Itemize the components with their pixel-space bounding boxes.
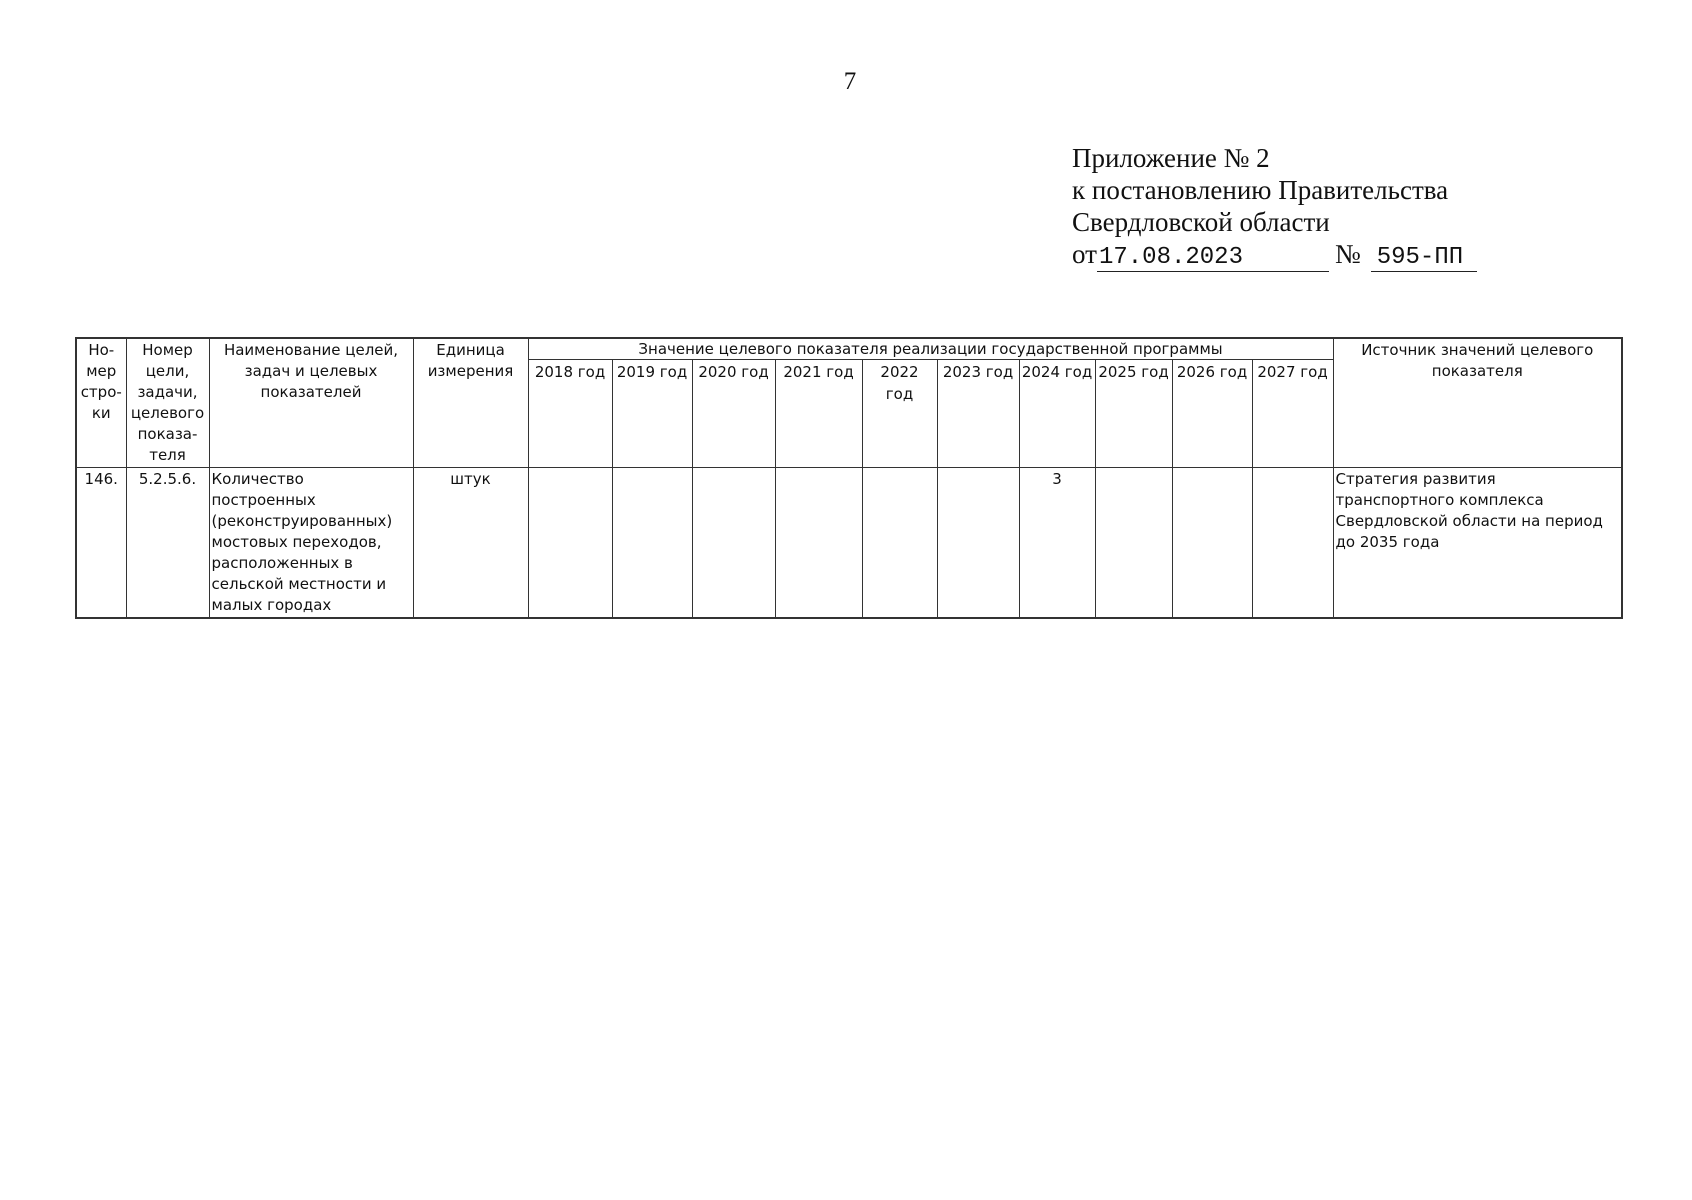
header-name: Наименование целей, задач и целевых показателей — [209, 338, 413, 468]
cell-unit: штук — [413, 468, 528, 619]
cell-goal-number: 5.2.5.6. — [126, 468, 209, 619]
table-row — [76, 468, 1622, 619]
header-year: 2018 год — [528, 360, 612, 468]
cell-value — [862, 468, 937, 619]
header-year: 2021 год — [775, 360, 862, 468]
header-values-group: Значение целевого показателя реализации государственной программы — [528, 338, 1333, 360]
cell-row-number: 146. — [76, 468, 126, 619]
header-year: 2024 год — [1019, 360, 1095, 468]
number-sign: № — [1334, 239, 1361, 269]
header-year: 2026 год — [1172, 360, 1252, 468]
header-year: 2023 год — [937, 360, 1019, 468]
cell-value — [937, 468, 1019, 619]
header-source: Источник значений целевого показателя — [1333, 338, 1622, 468]
appendix-region: Свердловской области — [1072, 207, 1330, 237]
header-goal-number: Номер цели, задачи, целевого показа-теля — [126, 338, 209, 468]
header-year: 2025 год — [1095, 360, 1172, 468]
from-prefix: от — [1072, 239, 1097, 269]
appendix-block — [1072, 142, 1477, 272]
header-row-number: Но-мер стро-ки — [76, 338, 126, 468]
cell-value — [1095, 468, 1172, 619]
header-unit: Единица измерения — [413, 338, 528, 468]
resolution-number: 595-ПП — [1371, 245, 1477, 272]
indicators-table — [75, 337, 1623, 619]
cell-value — [1252, 468, 1333, 619]
appendix-title: Приложение № 2 — [1072, 143, 1270, 173]
cell-value: 3 — [1019, 468, 1095, 619]
page-number: 7 — [843, 68, 857, 95]
header-year: 2020 год — [692, 360, 775, 468]
cell-value — [692, 468, 775, 619]
appendix-reference — [1072, 238, 1477, 272]
cell-value — [528, 468, 612, 619]
cell-source: Стратегия развития транспортного комплекса Свердловской области на период до 2035 года — [1333, 468, 1622, 619]
cell-value — [1172, 468, 1252, 619]
cell-value — [612, 468, 692, 619]
header-year: 2019 год — [612, 360, 692, 468]
header-year: 2022 год — [862, 360, 937, 468]
header-row-top — [76, 338, 1622, 360]
resolution-date: 17.08.2023 — [1097, 245, 1329, 272]
appendix-resolution: к постановлению Правительства — [1072, 175, 1449, 205]
header-year: 2027 год — [1252, 360, 1333, 468]
cell-name: Количество построенных (реконструированных) мостовых переходов, расположенных в сельской местности и малых городах — [209, 468, 413, 619]
cell-value — [775, 468, 862, 619]
